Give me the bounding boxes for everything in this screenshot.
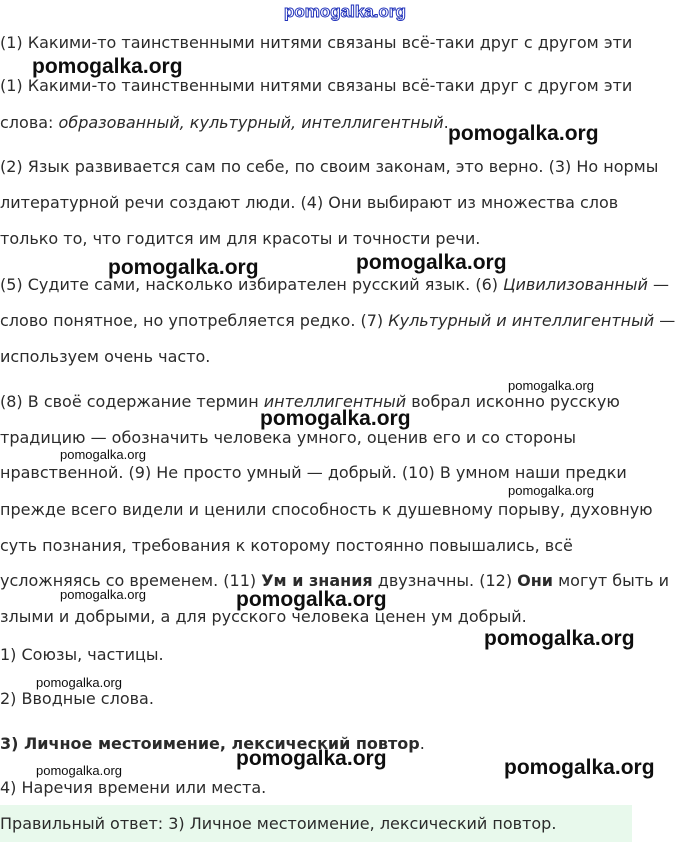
watermark: pomogalka.org — [108, 256, 259, 279]
text-segment: слово понятное, но употребляется редко. (7) — [0, 311, 389, 330]
watermark: pomogalka.org — [60, 587, 146, 602]
text-line — [0, 157, 658, 177]
text-segment: Они — [517, 571, 554, 590]
text-segment: двузначны. (12) — [372, 571, 518, 590]
text-line — [0, 311, 675, 331]
text-segment: злыми и добрыми, а для русского человека ценен ум добрый. — [0, 607, 527, 626]
watermark: pomogalka.org — [508, 483, 594, 498]
text-segment: Культурный и интеллигентный — [388, 311, 655, 330]
text-segment: интеллигентный — [263, 392, 407, 411]
text-segment: (5) Судите сами, насколько избирателен русский язык. (6) — [0, 275, 504, 294]
text-segment: (2) Язык развивается сам по себе, по своим законам, это верно. (3) Но нормы — [0, 157, 659, 176]
text-line — [0, 193, 618, 213]
option-1 — [0, 645, 164, 665]
text-segment: (8) В своё содержание термин — [0, 392, 264, 411]
watermark: pomogalka.org — [508, 378, 594, 393]
watermark: pomogalka.org — [356, 251, 507, 274]
text-segment: суть познания, требования к которому постоянно повышались, всё — [0, 536, 573, 555]
text-segment: — — [654, 311, 676, 330]
text-line — [0, 500, 653, 520]
text-segment: традицию — обозначить человека умного, оценив его и со стороны — [0, 428, 576, 447]
text-segment: усложняясь со временем. (11) — [0, 571, 262, 590]
text-segment: 1) Союзы, частицы. — [0, 645, 164, 664]
text-line — [0, 229, 480, 249]
text-segment: нравственной. (9) Не просто умный — добрый. (10) В умном наши предки — [0, 463, 627, 482]
correct-answer-box — [0, 805, 632, 842]
text-segment: 4) Наречия времени или места. — [0, 778, 267, 797]
watermark-top: pomogalka.org — [284, 2, 406, 21]
watermark: pomogalka.org — [36, 763, 122, 778]
text-line — [0, 536, 573, 556]
text-segment: 2) Вводные слова. — [0, 689, 154, 708]
text-segment: . — [419, 734, 425, 753]
text-segment: литературной речи создают люди. (4) Они выбирают из множества слов — [0, 193, 619, 212]
text-segment: Цивилизованный — [503, 275, 648, 294]
text-line — [0, 113, 449, 133]
text-line — [0, 428, 576, 448]
text-segment: (1) Какими-то таинственными нитями связаны всё-таки друг с другом эти — [0, 33, 633, 52]
text-segment: могут быть и — [553, 571, 669, 590]
text-segment: только то, что годится им для красоты и точности речи. — [0, 229, 481, 248]
correct-answer-text: Правильный ответ: 3) Личное местоимение, лексический повтор. — [0, 814, 557, 833]
watermark: pomogalka.org — [504, 756, 655, 779]
option-4 — [0, 778, 266, 798]
watermark: pomogalka.org — [236, 747, 387, 770]
text-segment: (1) Какими-то таинственными нитями связаны всё-таки друг с другом эти — [0, 76, 633, 95]
text-segment: прежде всего видели и ценили способность к душевному порыву, духовную — [0, 500, 653, 519]
watermark: pomogalka.org — [32, 55, 183, 78]
watermark: pomogalka.org — [260, 407, 411, 430]
watermark: pomogalka.org — [448, 122, 599, 145]
text-segment: 3) Личное местоимение, лексический повтор — [0, 734, 420, 753]
text-segment: . — [443, 113, 449, 132]
text-segment: образованный, культурный, интеллигентный — [58, 113, 444, 132]
watermark: pomogalka.org — [484, 627, 635, 650]
watermark: pomogalka.org — [236, 588, 387, 611]
option-2 — [0, 689, 154, 709]
text-segment: — — [647, 275, 669, 294]
watermark: pomogalka.org — [36, 675, 122, 690]
text-segment: вобрал исконно русскую — [406, 392, 620, 411]
text-line — [0, 33, 632, 53]
text-line — [0, 347, 210, 367]
text-line — [0, 463, 627, 483]
watermark: pomogalka.org — [60, 447, 146, 462]
text-line — [0, 76, 632, 96]
text-line — [0, 275, 669, 295]
text-segment: Ум и знания — [261, 571, 373, 590]
text-segment: слова: — [0, 113, 59, 132]
text-segment: используем очень часто. — [0, 347, 211, 366]
